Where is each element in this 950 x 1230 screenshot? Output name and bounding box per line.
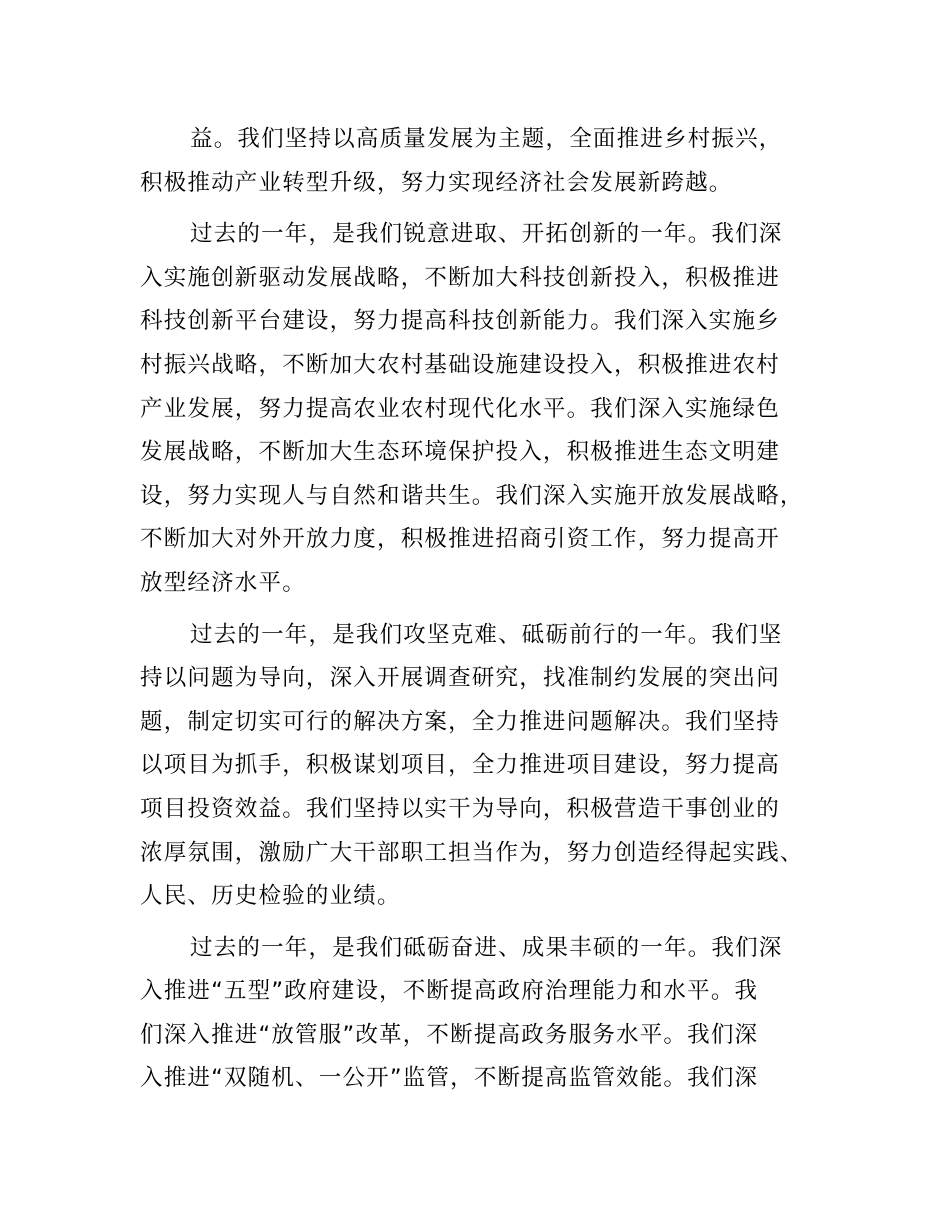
text-line: 放型经济水平。 <box>140 569 306 596</box>
text-line: 村振兴战略，不断加大农村基础设施建设投入，积极推进农村 <box>140 351 780 378</box>
text-line: 过去的一年，是我们攻坚克难、砥砺前行的一年。我们坚 <box>190 621 783 648</box>
text-line: 益。我们坚持以高质量发展为主题，全面推进乡村振兴， <box>190 126 783 152</box>
paragraph-4 <box>140 927 840 1101</box>
text-line: 设，努力实现人与自然和谐共生。我们深入实施开放发展战略， <box>140 482 804 509</box>
text-line: 不断加大对外开放力度，积极推进招商引资工作，努力提高开 <box>140 526 780 553</box>
paragraph-1 <box>140 118 840 205</box>
text-line: 项目投资效益。我们坚持以实干为导向，积极营造干事创业的 <box>140 795 780 822</box>
text-line: 发展战略，不断加大生态环境保护投入，积极推进生态文明建 <box>140 439 780 466</box>
text-line: 过去的一年，是我们锐意进取、开拓创新的一年。我们深 <box>190 221 783 248</box>
text-line: 积极推动产业转型升级，努力实现经济社会发展新跨越。 <box>140 169 733 196</box>
text-line: 持以问题为导向，深入开展调查研究，找准制约发展的突出问 <box>140 665 780 692</box>
text-line: 们深入推进“放管服”改革，不断提高政务服务水平。我们深 <box>140 1021 759 1048</box>
text-line: 浓厚氛围，激励广大干部职工担当作为，努力创造经得起实践、 <box>140 839 804 866</box>
text-line: 以项目为抓手，积极谋划项目，全力推进项目建设，努力提高 <box>140 752 780 779</box>
paragraph-2 <box>140 213 840 605</box>
text-line: 入推进“五型”政府建设，不断提高政府治理能力和水平。我 <box>140 978 759 1005</box>
document-body <box>140 118 840 1109</box>
text-line: 入推进“双随机、一公开”监管，不断提高监管效能。我们深 <box>140 1065 759 1092</box>
text-line: 题，制定切实可行的解决方案，全力推进问题解决。我们坚持 <box>140 708 780 735</box>
text-line: 入实施创新驱动发展战略，不断加大科技创新投入，积极推进 <box>140 264 780 291</box>
text-line: 产业发展，努力提高农业农村现代化水平。我们深入实施绿色 <box>140 395 780 422</box>
text-line: 人民、历史检验的业绩。 <box>140 883 401 910</box>
text-line: 科技创新平台建设，努力提高科技创新能力。我们深入实施乡 <box>140 308 780 335</box>
paragraph-3 <box>140 614 840 919</box>
text-line: 过去的一年，是我们砥砺奋进、成果丰硕的一年。我们深 <box>190 934 783 961</box>
